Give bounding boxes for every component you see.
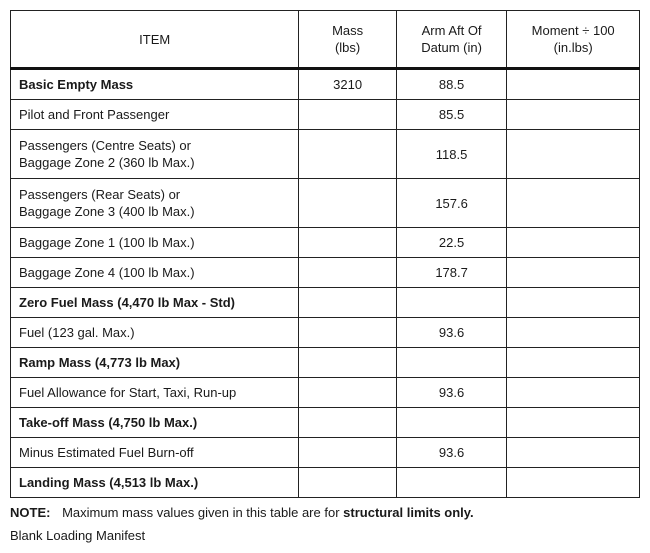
row-arm: 157.6 bbox=[396, 179, 507, 228]
row-item: Passengers (Centre Seats) or Baggage Zone 2 (360 lb Max.) bbox=[11, 130, 299, 179]
row-take-off-mass bbox=[11, 408, 640, 438]
row-arm bbox=[396, 288, 507, 318]
row-item: Landing Mass (4,513 lb Max.) bbox=[11, 468, 299, 498]
row-arm: 93.6 bbox=[396, 438, 507, 468]
row-mass bbox=[299, 228, 396, 258]
row-mass bbox=[299, 130, 396, 179]
row-item: Passengers (Rear Seats) or Baggage Zone 3 (400 lb Max.) bbox=[11, 179, 299, 228]
row-item: Pilot and Front Passenger bbox=[11, 100, 299, 130]
row-arm bbox=[396, 408, 507, 438]
row-rear-seats bbox=[11, 179, 640, 228]
row-item: Fuel (123 gal. Max.) bbox=[11, 318, 299, 348]
row-item: Ramp Mass (4,773 lb Max) bbox=[11, 348, 299, 378]
row-centre-seats bbox=[11, 130, 640, 179]
row-mass bbox=[299, 318, 396, 348]
row-baggage-zone-1 bbox=[11, 228, 640, 258]
row-moment bbox=[507, 438, 640, 468]
row-mass bbox=[299, 179, 396, 228]
row-moment bbox=[507, 69, 640, 100]
row-item: Basic Empty Mass bbox=[11, 69, 299, 100]
header-mass: Mass (lbs) bbox=[299, 11, 396, 69]
row-arm: 178.7 bbox=[396, 258, 507, 288]
row-mass bbox=[299, 258, 396, 288]
row-basic-empty-mass bbox=[11, 69, 640, 100]
row-moment bbox=[507, 258, 640, 288]
row-arm: 22.5 bbox=[396, 228, 507, 258]
row-baggage-zone-4 bbox=[11, 258, 640, 288]
row-moment bbox=[507, 130, 640, 179]
row-item: Take-off Mass (4,750 lb Max.) bbox=[11, 408, 299, 438]
note-emphasis: structural limits only. bbox=[343, 505, 474, 520]
row-moment bbox=[507, 100, 640, 130]
row-mass bbox=[299, 408, 396, 438]
row-moment bbox=[507, 288, 640, 318]
row-moment bbox=[507, 378, 640, 408]
row-arm bbox=[396, 468, 507, 498]
row-moment bbox=[507, 468, 640, 498]
row-mass bbox=[299, 438, 396, 468]
row-item: Minus Estimated Fuel Burn-off bbox=[11, 438, 299, 468]
row-item: Baggage Zone 1 (100 lb Max.) bbox=[11, 228, 299, 258]
row-mass bbox=[299, 378, 396, 408]
row-fuel-allowance bbox=[11, 378, 640, 408]
row-arm: 85.5 bbox=[396, 100, 507, 130]
row-arm: 88.5 bbox=[396, 69, 507, 100]
row-fuel bbox=[11, 318, 640, 348]
row-landing-mass bbox=[11, 468, 640, 498]
row-moment bbox=[507, 408, 640, 438]
row-mass: 3210 bbox=[299, 69, 396, 100]
note-label: NOTE: bbox=[10, 505, 51, 520]
row-arm: 93.6 bbox=[396, 318, 507, 348]
structural-limits-note bbox=[10, 505, 474, 520]
row-moment bbox=[507, 348, 640, 378]
row-zero-fuel-mass bbox=[11, 288, 640, 318]
header-item: ITEM bbox=[11, 11, 299, 69]
header-arm: Arm Aft Of Datum (in) bbox=[396, 11, 507, 69]
table-caption: Blank Loading Manifest bbox=[10, 528, 146, 543]
row-item: Baggage Zone 4 (100 lb Max.) bbox=[11, 258, 299, 288]
row-mass bbox=[299, 100, 396, 130]
header-moment: Moment ÷ 100 (in.lbs) bbox=[507, 11, 640, 69]
row-arm: 118.5 bbox=[396, 130, 507, 179]
row-item: Zero Fuel Mass (4,470 lb Max - Std) bbox=[11, 288, 299, 318]
header-row bbox=[11, 11, 640, 69]
loading-manifest-table bbox=[10, 10, 640, 498]
row-mass bbox=[299, 468, 396, 498]
row-arm bbox=[396, 348, 507, 378]
row-item: Fuel Allowance for Start, Taxi, Run-up bbox=[11, 378, 299, 408]
row-arm: 93.6 bbox=[396, 378, 507, 408]
row-moment bbox=[507, 179, 640, 228]
row-mass bbox=[299, 288, 396, 318]
row-pilot-front-passenger bbox=[11, 100, 640, 130]
note-text: Maximum mass values given in this table are for bbox=[62, 505, 340, 520]
row-ramp-mass bbox=[11, 348, 640, 378]
row-fuel-burn-off bbox=[11, 438, 640, 468]
row-moment bbox=[507, 318, 640, 348]
row-mass bbox=[299, 348, 396, 378]
row-moment bbox=[507, 228, 640, 258]
